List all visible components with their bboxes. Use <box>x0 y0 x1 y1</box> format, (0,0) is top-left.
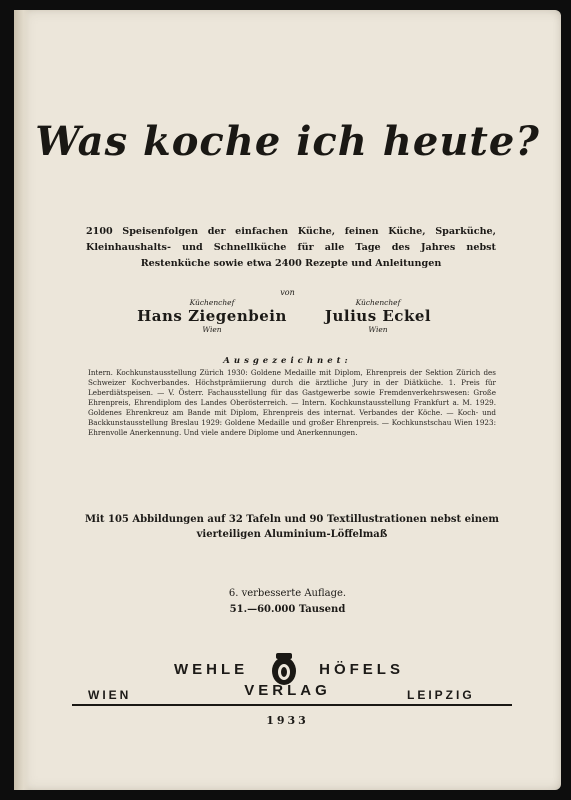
publisher-row <box>174 652 404 686</box>
publisher-city-left: WIEN <box>88 688 132 702</box>
illustrations-note: Mit 105 Abbildungen auf 32 Tafeln und 90 Textillustrationen nebst einem vierteiligen Aluminium-Löffelmaß <box>85 514 499 540</box>
book-subtitle: 2100 Speisenfolgen der einfachen Küche, feinen Küche, Sparküche, Kleinhaushalts- und Schnellküche für alle Tage des Jahres nebst Restenküche sowie etwa 2400 Rezepte und Anleitungen <box>86 226 496 269</box>
publisher-city-right: LEIPZIG <box>407 688 475 702</box>
author-1-name: Hans Ziegenbein <box>137 307 287 325</box>
author-2-city: Wien <box>368 325 388 334</box>
author-1-city: Wien <box>202 325 222 334</box>
print-run: 51.—60.000 Tausend <box>229 604 346 615</box>
divider-rule <box>72 704 512 706</box>
author-2-role: Küchenchef <box>355 298 401 307</box>
publisher-logo-icon <box>267 652 301 686</box>
book-page <box>14 10 561 790</box>
author-2 <box>298 298 458 334</box>
author-1-role: Küchenchef <box>189 298 235 307</box>
awards-text: Intern. Kochkunstausstellung Zürich 1930: Goldene Medaille mit Diplom, Ehrenpreis der Sektion Zürich des Schweizer Kochverbandes. Höchstprämiierung durch die ärztliche Jury in der Diätküche. 1. Preis für Leberdiätspeisen. — V. Österr. Fachausstellung für das Gastgewerbe sowie Fremdenverkehrswesen: Große Ehrenpreis, Ehrendiplom des Landes Oberösterreich. — Intern. Kochkunstausstellung Frankfurt a. M. 1929. Goldenes Ehrenkreuz am Bande mit Diplom, Ehrenpreis des internat. Verbandes der Köche. — Koch- und Backkunstausstellung Breslau 1929: Goldene Medaille und großer Ehrenpreis. — Kochkunstschau Wien 1923: Ehrenvolle Anerkennung. Und viele andere Diplome und Anerkennungen. <box>88 368 496 437</box>
publisher-name-left: WEHLE <box>174 660 249 678</box>
publisher-verlag: VERLAG <box>244 682 331 699</box>
book-title: Was koche ich heute? <box>35 118 540 165</box>
publication-year: 1933 <box>266 714 309 727</box>
author-2-name: Julius Eckel <box>324 307 432 325</box>
publisher-name-right: HÖFELS <box>319 660 404 678</box>
edition-block <box>14 586 561 618</box>
author-1 <box>132 298 292 334</box>
by-label: von <box>280 288 295 297</box>
edition-label: 6. verbesserte Auflage. <box>228 588 347 599</box>
awards-heading: Ausgezeichnet: <box>223 356 352 366</box>
